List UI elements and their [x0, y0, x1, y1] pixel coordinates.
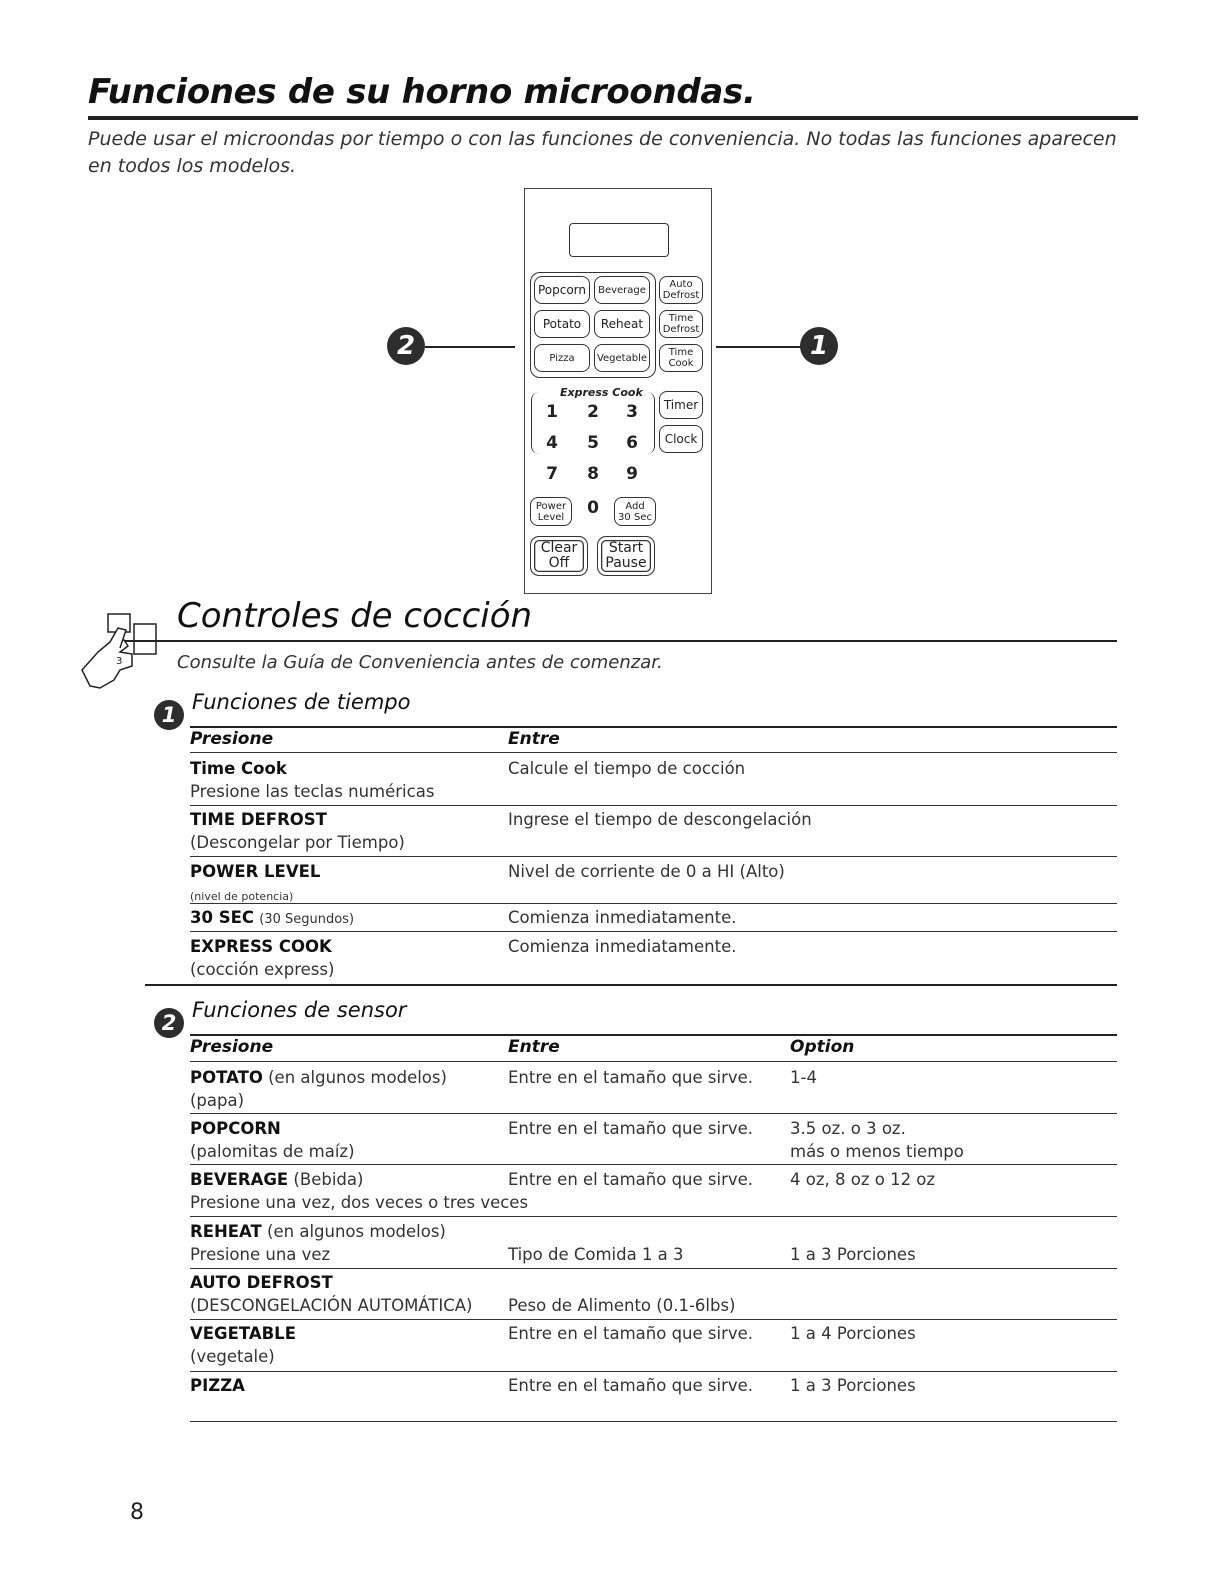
tiempo-title: Funciones de tiempo	[192, 690, 411, 714]
sensor-row: POPCORN (palomitas de maíz)	[190, 1119, 355, 1161]
panel-display	[569, 223, 669, 257]
title-rule	[88, 116, 1138, 120]
tiempo-row: 30 SEC (30 Segundos)	[190, 908, 355, 927]
tiempo-rule-bottom	[145, 984, 1117, 986]
start-pause-key[interactable]: Start Pause	[597, 536, 655, 576]
row-divider	[190, 903, 1117, 904]
sensor-row-entre: Entre en el tamaño que sirve.	[508, 1170, 754, 1189]
beverage-key[interactable]: Beverage	[594, 276, 650, 304]
row-divider	[190, 856, 1117, 857]
sensor-row-option: 4 oz, 8 oz o 12 oz	[790, 1170, 936, 1189]
tiempo-rule-top	[190, 726, 1117, 728]
digit-1-key[interactable]: 1	[546, 402, 558, 422]
time-defrost-key[interactable]: Time Defrost	[659, 310, 703, 338]
sensor-row: PIZZA	[190, 1376, 245, 1395]
digit-2-key[interactable]: 2	[587, 402, 599, 422]
row-divider	[190, 1216, 1117, 1217]
tiempo-row-entre: Calcule el tiempo de cocción	[508, 759, 746, 778]
digit-3-key[interactable]: 3	[626, 402, 638, 422]
auto-defrost-key[interactable]: Auto Defrost	[659, 276, 703, 304]
callout-1-badge: 1	[800, 327, 838, 365]
express-cook-label: Express Cook	[557, 386, 646, 399]
sensor-row-entre: Tipo de Comida 1 a 3	[508, 1245, 684, 1264]
vegetable-key[interactable]: Vegetable	[594, 344, 650, 372]
row-divider	[190, 931, 1117, 932]
clock-key[interactable]: Clock	[659, 425, 703, 453]
section-subtitle: Consulte la Guía de Conveniencia antes de comenzar.	[177, 652, 663, 673]
tiempo-row: POWER LEVEL (nivel de potencia)	[190, 862, 321, 903]
callout-2-badge: 2	[387, 327, 425, 365]
sensor-row: BEVERAGE (Bebida) Presione una vez, dos veces o tres veces	[190, 1170, 529, 1212]
row-divider	[190, 1319, 1117, 1320]
tiempo-row: Time Cook Presione las teclas numéricas	[190, 759, 435, 801]
sensor-row: POTATO (en algunos modelos) (papa)	[190, 1068, 447, 1110]
tiempo-row: TIME DEFROST (Descongelar por Tiempo)	[190, 810, 405, 852]
sensor-row-entre: Entre en el tamaño que sirve.	[508, 1068, 754, 1087]
tiempo-row-entre: Nivel de corriente de 0 a HI (Alto)	[508, 862, 785, 881]
section-rule	[125, 640, 1117, 642]
sensor-header-presione: Presione	[190, 1037, 274, 1057]
potato-key[interactable]: Potato	[534, 310, 590, 338]
digit-0-key[interactable]: 0	[587, 498, 599, 518]
digit-8-key[interactable]: 8	[587, 464, 599, 484]
sensor-title: Funciones de sensor	[192, 998, 407, 1022]
page-number: 8	[130, 1500, 144, 1525]
sensor-rule-top	[190, 1034, 1117, 1036]
sensor-row-entre: Entre en el tamaño que sirve.	[508, 1324, 754, 1343]
sensor-rule-bottom	[190, 1421, 1117, 1422]
sensor-row-option: 1 a 3 Porciones	[790, 1245, 916, 1264]
digit-6-key[interactable]: 6	[626, 433, 638, 453]
sensor-row-option: 1 a 3 Porciones	[790, 1376, 916, 1395]
sensor-row-option: 3.5 oz. o 3 oz. más o menos tiempo	[790, 1119, 964, 1161]
row-divider	[190, 1371, 1117, 1372]
sensor-badge: 2	[154, 1008, 184, 1038]
add-30-sec-key[interactable]: Add 30 Sec	[614, 497, 656, 526]
sensor-header-entre: Entre	[508, 1037, 560, 1057]
sensor-header-option: Option	[790, 1037, 855, 1057]
svg-text:3: 3	[116, 656, 123, 667]
tiempo-row-entre: Ingrese el tiempo de descongelación	[508, 810, 812, 829]
page-title: Funciones de su horno microondas.	[88, 72, 756, 112]
tiempo-badge: 1	[154, 700, 184, 730]
callout-2-leader	[425, 346, 515, 348]
tiempo-header-rule	[190, 752, 1117, 753]
sensor-row-entre: Peso de Alimento (0.1-6lbs)	[508, 1296, 736, 1315]
intro-text: Puede usar el microondas por tiempo o con las funciones de conveniencia. No todas las funciones aparecen en todos los modelos.	[88, 128, 1117, 177]
sensor-header-rule	[190, 1061, 1117, 1062]
timer-key[interactable]: Timer	[659, 391, 703, 419]
row-divider	[190, 1268, 1117, 1269]
sensor-row: VEGETABLE (vegetale)	[190, 1324, 296, 1366]
sensor-row: REHEAT (en algunos modelos) Presione una vez	[190, 1222, 446, 1264]
clear-off-key[interactable]: Clear Off	[530, 536, 588, 576]
reheat-key[interactable]: Reheat	[594, 310, 650, 338]
sensor-row-option: 1-4	[790, 1068, 817, 1087]
digit-4-key[interactable]: 4	[546, 433, 558, 453]
digit-5-key[interactable]: 5	[587, 433, 599, 453]
time-cook-key[interactable]: Time Cook	[659, 344, 703, 372]
tiempo-row-entre: Comienza inmediatamente.	[508, 908, 737, 927]
hand-pressing-icon	[70, 608, 170, 692]
digit-9-key[interactable]: 9	[626, 464, 638, 484]
popcorn-key[interactable]: Popcorn	[534, 276, 590, 304]
row-divider	[190, 1164, 1117, 1165]
tiempo-row-entre: Comienza inmediatamente.	[508, 937, 737, 956]
tiempo-row: EXPRESS COOK (cocción express)	[190, 937, 335, 979]
tiempo-header-presione: Presione	[190, 729, 274, 749]
sensor-row: AUTO DEFROST (DESCONGELACIÓN AUTOMÁTICA)	[190, 1273, 473, 1315]
sensor-row-option: 1 a 4 Porciones	[790, 1324, 916, 1343]
section-title: Controles de cocción	[177, 596, 533, 636]
tiempo-header-entre: Entre	[508, 729, 560, 749]
pizza-key[interactable]: Pizza	[534, 344, 590, 372]
sensor-row-entre: Entre en el tamaño que sirve.	[508, 1376, 754, 1395]
power-level-key[interactable]: Power Level	[530, 497, 572, 526]
row-divider	[190, 805, 1117, 806]
digit-7-key[interactable]: 7	[546, 464, 558, 484]
sensor-row-entre: Entre en el tamaño que sirve.	[508, 1119, 754, 1138]
row-divider	[190, 1113, 1117, 1114]
callout-1-leader	[716, 346, 802, 348]
